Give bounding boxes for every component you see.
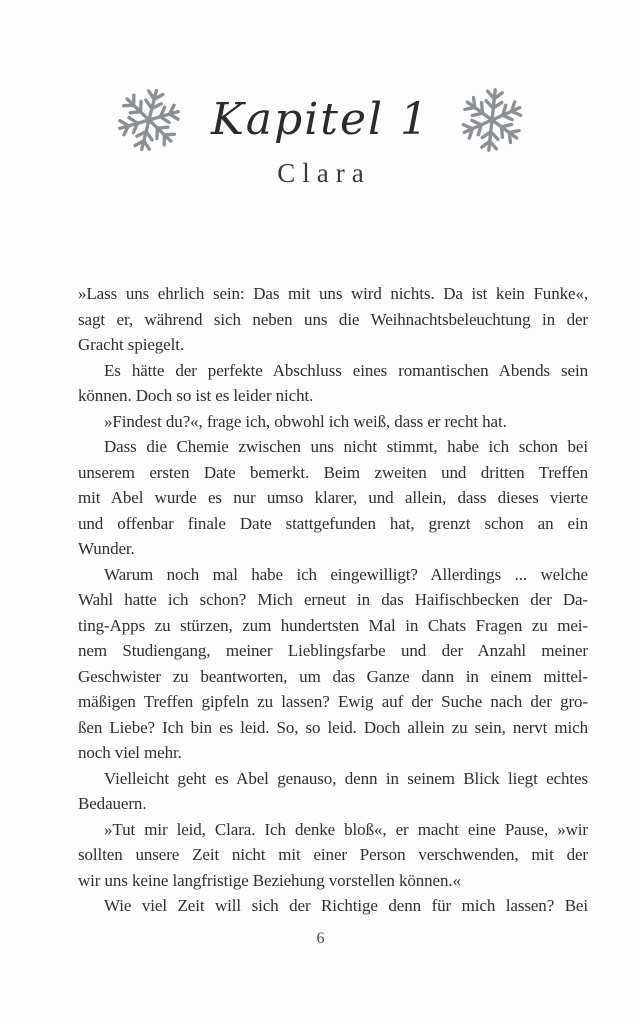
snowflake-icon xyxy=(452,80,531,159)
text-line: Es hätte der perfekte Abschluss eines romantischen Abends sein xyxy=(104,360,588,380)
text-line: ßen Liebe? Ich bin es leid. So, so leid. Doch allein zu sein, nervt mich xyxy=(78,717,588,737)
text-line: Vielleicht geht es Abel genauso, denn in seinem Blick liegt echtes xyxy=(104,768,588,788)
page-number: 6 xyxy=(316,930,325,947)
text-line: Geschwister zu beantworten, um das Ganze dann in einem mittel- xyxy=(78,666,588,686)
text-line: Dass die Chemie zwischen uns nicht stimmt, habe ich schon bei xyxy=(104,437,588,456)
text-line: können. Doch so ist es leider nicht. xyxy=(78,386,314,405)
text-line: sagt er, während sich neben uns die Weihnachtsbeleuchtung in der xyxy=(78,309,588,329)
paragraph xyxy=(78,893,588,919)
body-text xyxy=(78,281,588,919)
text-line: noch viel mehr. xyxy=(78,743,182,762)
text-line: und offenbar finale Date stattgefunden hat, grenzt schon an ein xyxy=(78,513,588,533)
text-line: ting-Apps zu stürzen, zum hundertsten Mal in Chats Fragen zu mei- xyxy=(78,615,588,635)
text-line: Warum noch mal habe ich eingewilligt? Allerdings ... welche xyxy=(104,564,588,584)
paragraph xyxy=(78,562,588,766)
text-line: Wunder. xyxy=(78,539,135,558)
paragraph xyxy=(78,281,588,358)
text-line: unserem ersten Date bemerkt. Beim zweiten und dritten Treffen xyxy=(78,462,588,482)
paragraph xyxy=(78,409,588,435)
chapter-header xyxy=(0,78,641,162)
text-line: mäßigen Treffen gipfeln zu lassen? Ewig auf der Suche nach der gro- xyxy=(78,692,588,711)
text-line: Bedauern. xyxy=(78,794,147,813)
chapter-title: Kapitel 1 xyxy=(210,94,431,145)
paragraph xyxy=(78,817,588,894)
text-line: sollten unsere Zeit nicht mit einer Person verschwenden, mit der xyxy=(78,845,588,864)
text-line: Gracht spiegelt. xyxy=(78,335,185,354)
text-line: mit Abel wurde es nur umso klarer, und allein, dass dieses vierte xyxy=(78,488,588,507)
paragraph xyxy=(78,358,588,409)
text-line: wir uns keine langfristige Beziehung vorstellen können.« xyxy=(78,870,461,890)
paragraph xyxy=(78,434,588,562)
text-line: »Tut mir leid, Clara. Ich denke bloß«, er macht eine Pause, »wir xyxy=(104,819,588,839)
text-line: »Lass uns ehrlich sein: Das mit uns wird nichts. Da ist kein Funke«, xyxy=(78,284,588,303)
text-line: Wie viel Zeit will sich der Richtige denn für mich lassen? Bei xyxy=(104,896,588,915)
text-line: Wahl hatte ich schon? Mich erneut in das Haifischbecken der Da- xyxy=(78,590,588,609)
text-line: »Findest du?«, frage ich, obwohl ich weiß, dass er recht hat. xyxy=(104,411,507,431)
snowflake-icon xyxy=(105,76,192,163)
chapter-subtitle: Clara xyxy=(277,158,371,188)
text-line: nem Studiengang, meiner Lieblingsfarbe und der Anzahl meiner xyxy=(78,641,588,660)
page-footer xyxy=(0,930,641,948)
paragraph xyxy=(78,766,588,817)
